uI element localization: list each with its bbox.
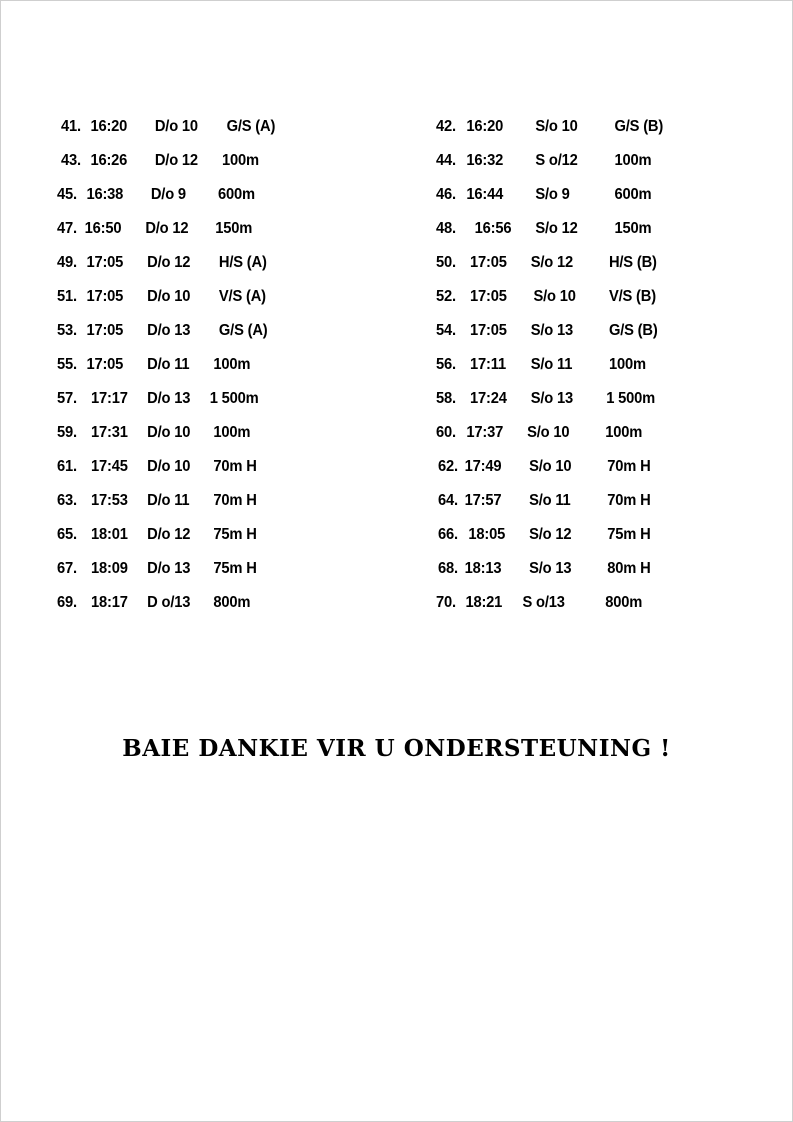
schedule-row bbox=[57, 387, 296, 411]
event-number: 59. bbox=[57, 424, 77, 441]
event-time: 17:24 bbox=[470, 390, 507, 407]
age-group: S/o 11 bbox=[530, 356, 573, 373]
event-time: 18:17 bbox=[91, 594, 128, 611]
event-name: 75m H bbox=[213, 560, 257, 577]
event-name: 100m bbox=[614, 152, 652, 169]
event-number: 60. bbox=[436, 424, 456, 441]
age-group: S/o 12 bbox=[535, 220, 578, 237]
event-number: 63. bbox=[57, 492, 77, 509]
age-group: D/o 13 bbox=[147, 390, 191, 407]
event-time: 18:05 bbox=[468, 526, 506, 543]
event-number: 44. bbox=[436, 152, 456, 169]
event-name: G/S (B) bbox=[614, 118, 664, 135]
age-group: D/o 12 bbox=[145, 220, 189, 237]
schedule-row bbox=[57, 251, 296, 275]
event-time: 16:20 bbox=[466, 118, 504, 135]
age-group: D o/13 bbox=[147, 594, 191, 611]
event-number: 55. bbox=[57, 356, 77, 373]
event-name: 150m bbox=[614, 220, 652, 237]
event-name: 75m H bbox=[607, 526, 651, 543]
event-time: 17:37 bbox=[466, 424, 504, 441]
schedule-row bbox=[61, 149, 300, 173]
event-time: 18:09 bbox=[91, 560, 128, 577]
event-time: 17:05 bbox=[86, 288, 124, 305]
event-time: 17:53 bbox=[91, 492, 128, 509]
schedule-row bbox=[57, 421, 296, 445]
event-time: 16:56 bbox=[474, 220, 512, 237]
event-name: V/S (B) bbox=[608, 288, 656, 305]
event-name: 1 500m bbox=[209, 390, 259, 407]
event-number: 49. bbox=[57, 254, 77, 271]
event-name: 100m bbox=[213, 424, 251, 441]
event-name: G/S (A) bbox=[218, 322, 268, 339]
event-name: 100m bbox=[608, 356, 646, 373]
event-name: H/S (A) bbox=[218, 254, 267, 271]
event-time: 17:31 bbox=[91, 424, 128, 441]
schedule-row bbox=[57, 591, 296, 615]
event-number: 53. bbox=[57, 322, 77, 339]
event-time: 17:49 bbox=[464, 458, 502, 475]
schedule-row bbox=[57, 183, 296, 207]
schedule-row bbox=[436, 387, 675, 411]
event-number: 51. bbox=[57, 288, 77, 305]
event-time: 17:05 bbox=[86, 322, 124, 339]
event-name: 800m bbox=[605, 594, 643, 611]
event-time: 16:26 bbox=[90, 152, 128, 169]
schedule-row bbox=[438, 489, 677, 513]
event-name: 80m H bbox=[607, 560, 651, 577]
thank-you-message: BAIE DANKIE VIR U ONDERSTEUNING ! bbox=[122, 735, 671, 762]
event-number: 58. bbox=[436, 390, 456, 407]
event-name: 70m H bbox=[213, 458, 257, 475]
age-group: D/o 13 bbox=[147, 322, 191, 339]
event-time: 17:05 bbox=[470, 322, 507, 339]
schedule-row bbox=[57, 353, 296, 377]
age-group: S/o 10 bbox=[533, 288, 576, 305]
event-name: G/S (A) bbox=[226, 118, 276, 135]
schedule-row bbox=[438, 557, 677, 581]
age-group: D/o 10 bbox=[154, 118, 198, 135]
event-name: 100m bbox=[222, 152, 259, 169]
event-time: 16:32 bbox=[466, 152, 504, 169]
event-time: 16:44 bbox=[466, 186, 504, 203]
event-number: 70. bbox=[436, 594, 456, 611]
event-time: 18:13 bbox=[464, 560, 502, 577]
event-time: 17:57 bbox=[464, 492, 502, 509]
event-number: 66. bbox=[438, 526, 458, 543]
event-name: 75m H bbox=[213, 526, 257, 543]
schedule-row bbox=[436, 285, 675, 309]
event-number: 69. bbox=[57, 594, 77, 611]
age-group: S/o 11 bbox=[529, 492, 571, 509]
event-number: 43. bbox=[61, 152, 81, 169]
event-name: 100m bbox=[605, 424, 643, 441]
age-group: D/o 11 bbox=[147, 356, 190, 373]
schedule-row bbox=[438, 523, 677, 547]
event-name: H/S (B) bbox=[608, 254, 657, 271]
event-number: 67. bbox=[57, 560, 77, 577]
age-group: D/o 13 bbox=[147, 560, 191, 577]
schedule-row bbox=[57, 489, 296, 513]
event-number: 48. bbox=[436, 220, 456, 237]
schedule-row bbox=[436, 183, 675, 207]
schedule-row bbox=[436, 115, 675, 139]
event-time: 17:17 bbox=[91, 390, 128, 407]
schedule-row bbox=[436, 319, 675, 343]
age-group: S o/12 bbox=[535, 152, 578, 169]
event-number: 61. bbox=[57, 458, 77, 475]
event-number: 42. bbox=[436, 118, 456, 135]
age-group: S/o 13 bbox=[530, 322, 574, 339]
event-number: 54. bbox=[436, 322, 456, 339]
event-name: 100m bbox=[213, 356, 251, 373]
age-group: S/o 10 bbox=[527, 424, 570, 441]
event-number: 52. bbox=[436, 288, 456, 305]
event-number: 62. bbox=[438, 458, 458, 475]
age-group: S o/13 bbox=[522, 594, 565, 611]
event-time: 17:11 bbox=[470, 356, 506, 373]
schedule-row bbox=[438, 455, 677, 479]
schedule-row bbox=[57, 319, 296, 343]
schedule-row bbox=[61, 115, 300, 139]
event-time: 16:20 bbox=[90, 118, 128, 135]
event-name: 150m bbox=[215, 220, 253, 237]
event-number: 41. bbox=[61, 118, 81, 135]
age-group: S/o 12 bbox=[530, 254, 574, 271]
event-name: 70m H bbox=[607, 458, 651, 475]
age-group: D/o 12 bbox=[154, 152, 198, 169]
event-time: 16:38 bbox=[86, 186, 124, 203]
schedule-row bbox=[436, 591, 675, 615]
event-number: 56. bbox=[436, 356, 456, 373]
age-group: S/o 9 bbox=[535, 186, 570, 203]
event-time: 16:50 bbox=[84, 220, 122, 237]
age-group: S/o 12 bbox=[529, 526, 572, 543]
age-group: S/o 10 bbox=[535, 118, 578, 135]
event-number: 50. bbox=[436, 254, 456, 271]
event-name: 70m H bbox=[213, 492, 257, 509]
event-number: 68. bbox=[438, 560, 458, 577]
age-group: S/o 13 bbox=[529, 560, 572, 577]
schedule-row bbox=[436, 217, 675, 241]
age-group: D/o 10 bbox=[147, 288, 191, 305]
event-time: 18:01 bbox=[91, 526, 128, 543]
event-time: 17:45 bbox=[91, 458, 128, 475]
schedule-row bbox=[436, 353, 675, 377]
age-group: D/o 10 bbox=[147, 424, 191, 441]
schedule-row bbox=[436, 251, 675, 275]
age-group: S/o 10 bbox=[529, 458, 572, 475]
event-number: 47. bbox=[57, 220, 77, 237]
event-name: 800m bbox=[213, 594, 251, 611]
event-name: G/S (B) bbox=[608, 322, 658, 339]
event-time: 17:05 bbox=[470, 288, 507, 305]
age-group: D/o 12 bbox=[147, 254, 191, 271]
schedule-row bbox=[57, 455, 296, 479]
schedule-row bbox=[436, 421, 675, 445]
event-number: 46. bbox=[436, 186, 456, 203]
age-group: D/o 9 bbox=[150, 186, 186, 203]
event-name: 1 500m bbox=[606, 390, 656, 407]
event-name: 600m bbox=[614, 186, 652, 203]
age-group: D/o 12 bbox=[147, 526, 191, 543]
event-time: 17:05 bbox=[86, 254, 124, 271]
event-name: V/S (A) bbox=[218, 288, 266, 305]
event-time: 18:21 bbox=[465, 594, 503, 611]
event-name: 600m bbox=[218, 186, 255, 203]
event-time: 17:05 bbox=[86, 356, 124, 373]
event-time: 17:05 bbox=[470, 254, 507, 271]
event-number: 64. bbox=[438, 492, 458, 509]
event-number: 65. bbox=[57, 526, 77, 543]
event-number: 45. bbox=[57, 186, 77, 203]
schedule-row bbox=[57, 285, 296, 309]
event-name: 70m H bbox=[607, 492, 651, 509]
schedule-row bbox=[57, 557, 296, 581]
schedule-row bbox=[57, 523, 296, 547]
schedule-row bbox=[57, 217, 296, 241]
schedule-row bbox=[436, 149, 675, 173]
age-group: S/o 13 bbox=[530, 390, 574, 407]
age-group: D/o 10 bbox=[147, 458, 191, 475]
event-number: 57. bbox=[57, 390, 77, 407]
age-group: D/o 11 bbox=[147, 492, 190, 509]
